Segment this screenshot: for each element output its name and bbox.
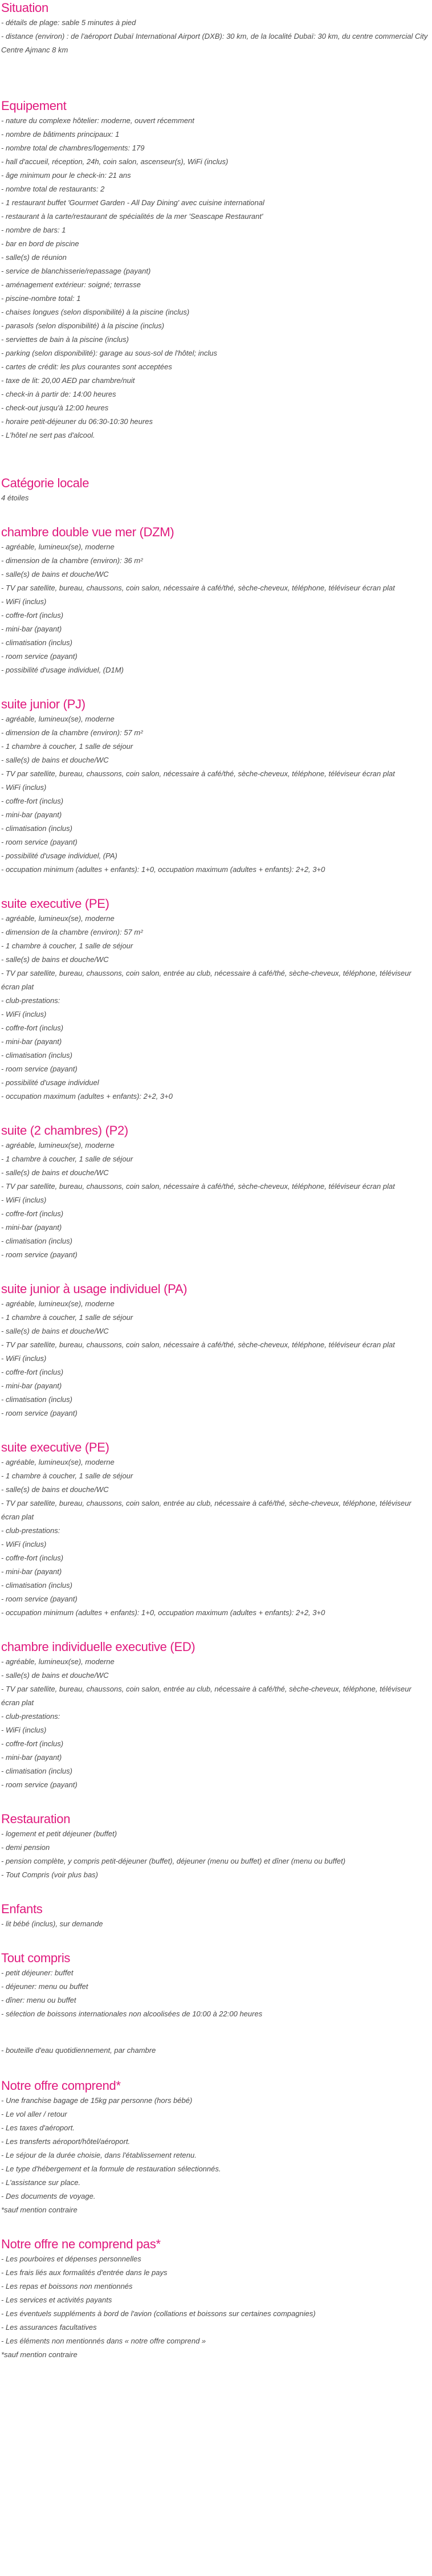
room-feature: - climatisation (inclus): [1, 1581, 72, 1589]
text-line: - salle(s) de réunion: [1, 253, 67, 262]
text-line: - Les éléments non mentionnés dans « notre offre comprend »: [1, 2337, 206, 2345]
room-title: chambre individuelle executive (ED): [1, 1640, 195, 1654]
text-line: - nombre total de chambres/logements: 179: [1, 144, 145, 152]
text-line: - logement et petit déjeuner (buffet): [1, 1829, 117, 1838]
room-feature: - TV par satellite, bureau, chaussons, coin salon, nécessaire à café/thé, sèche-cheveux, téléphone, téléviseur écran plat: [1, 1340, 395, 1349]
room-feature: - occupation minimum (adultes + enfants): 1+0, occupation maximum (adultes + enfants): 2+2, 3+0: [1, 1608, 325, 1617]
room-feature: - TV par satellite, bureau, chaussons, coin salon, entrée au club, nécessaire à café/thé, sèche-cheveux, téléphone, téléviseur écran plat: [1, 1685, 411, 1707]
text-line: - Une franchise bagage de 15kg par personne (hors bébé): [1, 2096, 193, 2105]
room-section: [1, 696, 431, 877]
room-feature: - TV par satellite, bureau, chaussons, coin salon, nécessaire à café/thé, sèche-cheveux, téléphone, téléviseur écran plat: [1, 1182, 395, 1191]
text-line: - dîner: menu ou buffet: [1, 1996, 76, 2004]
offre-comprend-list: [1, 2094, 431, 2217]
room-feature: - mini-bar (payant): [1, 1037, 62, 1046]
room-feature: - 1 chambre à coucher, 1 salle de séjour: [1, 941, 133, 950]
room-list: [1, 505, 431, 1792]
room-feature: - dimension de la chambre (environ): 57 m²: [1, 728, 143, 737]
text-line: - 1 restaurant buffet 'Gourmet Garden - All Day Dining' avec cuisine international: [1, 198, 264, 207]
room-feature: - salle(s) de bains et douche/WC: [1, 1327, 109, 1335]
text-line: - demi pension: [1, 1843, 50, 1852]
room-feature: - agréable, lumineux(se), moderne: [1, 1458, 115, 1466]
equipement-section: [1, 98, 431, 442]
room-feature: - mini-bar (payant): [1, 1567, 62, 1576]
text-line: - Les assurances facultatives: [1, 2323, 97, 2332]
text-line: - Les pourboires et dépenses personnelles: [1, 2255, 141, 2263]
room-feature: - club-prestations:: [1, 1526, 60, 1535]
text-line: - cartes de crédit: les plus courantes sont acceptées: [1, 362, 172, 371]
text-line: - Tout Compris (voir plus bas): [1, 1870, 99, 1879]
room-section: [1, 1123, 431, 1262]
text-line: - détails de plage: sable 5 minutes à pied: [1, 18, 136, 27]
room-feature: - agréable, lumineux(se), moderne: [1, 914, 115, 923]
room-feature: - possibilité d'usage individuel, (D1M): [1, 666, 124, 674]
text-line: - lit bébé (inclus), sur demande: [1, 1919, 103, 1928]
room-feature: - climatisation (inclus): [1, 1767, 72, 1775]
room-section: [1, 1639, 431, 1792]
room-feature: - agréable, lumineux(se), moderne: [1, 1299, 115, 1308]
room-feature: - WiFi (inclus): [1, 1010, 47, 1018]
room-title: chambre double vue mer (DZM): [1, 525, 174, 539]
room-feature: - 1 chambre à coucher, 1 salle de séjour: [1, 1313, 133, 1322]
situation-section: [1, 0, 431, 57]
text-line: - piscine-nombre total: 1: [1, 294, 81, 303]
room-feature: - 1 chambre à coucher, 1 salle de séjour: [1, 742, 133, 751]
room-feature: - room service (payant): [1, 838, 78, 846]
room-feature: - mini-bar (payant): [1, 1381, 62, 1390]
room-feature: - salle(s) de bains et douche/WC: [1, 1485, 109, 1494]
room-feature: - occupation maximum (adultes + enfants): 2+2, 3+0: [1, 1092, 173, 1100]
text-line: - taxe de lit: 20,00 AED par chambre/nuit: [1, 376, 135, 385]
room-section: [1, 1281, 431, 1420]
room-feature: - salle(s) de bains et douche/WC: [1, 1168, 109, 1177]
room-feature: - climatisation (inclus): [1, 1237, 72, 1245]
text-line: - parasols (selon disponibilité) à la piscine (inclus): [1, 321, 165, 330]
restauration-section: [1, 1811, 431, 1882]
room-feature: - mini-bar (payant): [1, 1223, 62, 1232]
text-line: - chaises longues (selon disponibilité) à la piscine (inclus): [1, 308, 190, 316]
room-feature: - agréable, lumineux(se), moderne: [1, 1657, 115, 1666]
room-feature: - room service (payant): [1, 652, 78, 661]
room-feature: - agréable, lumineux(se), moderne: [1, 543, 115, 551]
room-section: [1, 896, 431, 1103]
room-feature: - coffre-fort (inclus): [1, 797, 64, 805]
text-line: - Les repas et boissons non mentionnés: [1, 2282, 133, 2290]
text-line: - L'hôtel ne sert pas d'alcool.: [1, 431, 95, 439]
room-feature: - TV par satellite, bureau, chaussons, coin salon, entrée au club, nécessaire à café/thé, sèche-cheveux, téléphone, téléviseur écran plat: [1, 1499, 411, 1521]
text-line: - nombre de bars: 1: [1, 226, 66, 234]
text-line: - bouteille d'eau quotidiennement, par chambre: [1, 2046, 156, 2055]
categorie-section: [1, 475, 431, 505]
room-feature: - salle(s) de bains et douche/WC: [1, 756, 109, 764]
room-feature: - TV par satellite, bureau, chaussons, coin salon, nécessaire à café/thé, sèche-cheveux, téléphone, téléviseur écran plat: [1, 584, 395, 592]
text-line: - âge minimum pour le check-in: 21 ans: [1, 171, 131, 180]
text-line: *sauf mention contraire: [1, 2206, 78, 2214]
room-section: [1, 1440, 431, 1620]
restauration-list: [1, 1827, 431, 1882]
room-feature: - coffre-fort (inclus): [1, 611, 64, 619]
text-line: - nombre de bâtiments principaux: 1: [1, 130, 120, 138]
text-line: - nature du complexe hôtelier: moderne, ouvert récemment: [1, 116, 194, 125]
section-title: Catégorie locale: [1, 476, 89, 490]
enfants-list: [1, 1917, 431, 1931]
room-feature: - agréable, lumineux(se), moderne: [1, 715, 115, 723]
section-title: Notre offre comprend*: [1, 2078, 121, 2093]
text-line: - Les éventuels suppléments à bord de l'avion (collations et boissons sur certaines compagnies): [1, 2309, 316, 2318]
room-title: suite junior à usage individuel (PA): [1, 1282, 188, 1296]
text-line: - Le type d'hébergement et la formule de restauration sélectionnés.: [1, 2165, 221, 2173]
room-title: suite junior (PJ): [1, 697, 85, 711]
room-feature: - 1 chambre à coucher, 1 salle de séjour: [1, 1155, 133, 1163]
room-feature: - 1 chambre à coucher, 1 salle de séjour: [1, 1472, 133, 1480]
offre-ne-comprend-section: [1, 2236, 431, 2362]
text-line: - service de blanchisserie/repassage (payant): [1, 267, 151, 275]
room-feature: - dimension de la chambre (environ): 36 m²: [1, 556, 143, 565]
room-feature: - salle(s) de bains et douche/WC: [1, 570, 109, 578]
text-line: - aménagement extérieur: soigné; terrasse: [1, 280, 141, 289]
text-line: - check-in à partir de: 14:00 heures: [1, 390, 116, 398]
room-feature: - club-prestations:: [1, 1712, 60, 1721]
room-feature: - mini-bar (payant): [1, 1753, 62, 1762]
text-line: - sélection de boissons internationales non alcoolisées de 10:00 à 22:00 heures: [1, 2010, 263, 2018]
text-line: - bar en bord de piscine: [1, 239, 79, 248]
room-title: suite (2 chambres) (P2): [1, 1123, 128, 1138]
room-feature: - coffre-fort (inclus): [1, 1554, 64, 1562]
room-feature: - salle(s) de bains et douche/WC: [1, 1671, 109, 1680]
equipement-list: [1, 114, 431, 442]
text-line: *sauf mention contraire: [1, 2350, 78, 2359]
room-feature: - salle(s) de bains et douche/WC: [1, 955, 109, 964]
text-line: - L'assistance sur place.: [1, 2178, 81, 2187]
text-line: - déjeuner: menu ou buffet: [1, 1982, 88, 1991]
room-feature: - climatisation (inclus): [1, 1051, 72, 1059]
tout-compris-section: [1, 1950, 431, 2057]
offre-comprend-section: [1, 2078, 431, 2217]
room-feature: - climatisation (inclus): [1, 1395, 72, 1404]
text-line: - petit déjeuner: buffet: [1, 1968, 74, 1977]
room-feature: - dimension de la chambre (environ): 57 m²: [1, 928, 143, 936]
text-line: - hall d'accueil, réception, 24h, coin salon, ascenseur(s), WiFi (inclus): [1, 157, 229, 166]
text-line: - Des documents de voyage.: [1, 2192, 96, 2200]
room-feature: - coffre-fort (inclus): [1, 1739, 64, 1748]
room-feature: - coffre-fort (inclus): [1, 1368, 64, 1376]
text-line: - distance (environ) : de l'aéroport Dubaï International Airport (DXB): 30 km, de la localité Dubaï: 30 km, du centre commercial City Centre Ajmanc 8 km: [1, 32, 428, 54]
section-title: Situation: [1, 1, 48, 15]
text-line: - Les taxes d'aéroport.: [1, 2123, 75, 2132]
room-feature: - climatisation (inclus): [1, 638, 72, 647]
text-line: - pension complète, y compris petit-déjeuner (buffet), déjeuner (menu ou buffet) et dîner (menu ou buffet): [1, 1857, 346, 1865]
room-feature: - WiFi (inclus): [1, 1540, 47, 1548]
room-title: suite executive (PE): [1, 1440, 109, 1454]
room-feature: - TV par satellite, bureau, chaussons, coin salon, entrée au club, nécessaire à café/thé, sèche-cheveux, téléphone, téléviseur écran plat: [1, 969, 411, 991]
room-feature: - room service (payant): [1, 1409, 78, 1417]
text-line: - nombre total de restaurants: 2: [1, 185, 105, 193]
room-feature: - room service (payant): [1, 1595, 78, 1603]
categorie-value: 4 étoiles: [1, 494, 29, 502]
section-title: Tout compris: [1, 1951, 71, 1965]
room-feature: - climatisation (inclus): [1, 824, 72, 833]
text-line: - Les services et activités payants: [1, 2296, 112, 2304]
text-line: - Les transferts aéroport/hôtel/aéroport.: [1, 2137, 131, 2146]
offre-ne-comprend-list: [1, 2252, 431, 2362]
text-line: - Les frais liés aux formalités d'entrée dans le pays: [1, 2268, 168, 2277]
room-feature: - WiFi (inclus): [1, 1196, 47, 1204]
text-line: - Le vol aller / retour: [1, 2110, 67, 2118]
room-feature: - WiFi (inclus): [1, 783, 47, 792]
room-feature: - coffre-fort (inclus): [1, 1024, 64, 1032]
section-title: Notre offre ne comprend pas*: [1, 2237, 161, 2251]
room-feature: - TV par satellite, bureau, chaussons, coin salon, nécessaire à café/thé, sèche-cheveux, téléphone, téléviseur écran plat: [1, 769, 395, 778]
text-line: - restaurant à la carte/restaurant de spécialités de la mer 'Seascape Restaurant': [1, 212, 263, 221]
text-line: - Le séjour de la durée choisie, dans l'établissement retenu.: [1, 2151, 197, 2159]
room-feature: - occupation minimum (adultes + enfants): 1+0, occupation maximum (adultes + enfants): 2+2, 3+0: [1, 865, 325, 874]
room-feature: - WiFi (inclus): [1, 1726, 47, 1734]
room-feature: - room service (payant): [1, 1780, 78, 1789]
section-title: Restauration: [1, 1812, 71, 1826]
room-feature: - club-prestations:: [1, 996, 60, 1005]
section-title: Equipement: [1, 99, 67, 113]
text-line: - parking (selon disponibilité): garage au sous-sol de l'hôtel; inclus: [1, 349, 217, 357]
room-feature: - possibilité d'usage individuel, (PA): [1, 851, 117, 860]
room-title: suite executive (PE): [1, 896, 109, 911]
section-title: Enfants: [1, 1902, 43, 1916]
text-line: - check-out jusqu'à 12:00 heures: [1, 403, 109, 412]
tout-compris-list: [1, 1966, 431, 2021]
room-feature: - WiFi (inclus): [1, 1354, 47, 1363]
text-line: - horaire petit-déjeuner du 06:30-10:30 heures: [1, 417, 153, 426]
room-feature: - possibilité d'usage individuel: [1, 1078, 99, 1087]
enfants-section: [1, 1901, 431, 1931]
room-feature: - mini-bar (payant): [1, 810, 62, 819]
room-feature: - mini-bar (payant): [1, 625, 62, 633]
room-feature: - room service (payant): [1, 1065, 78, 1073]
room-section: [1, 524, 431, 677]
room-feature: - WiFi (inclus): [1, 597, 47, 606]
room-feature: - agréable, lumineux(se), moderne: [1, 1141, 115, 1150]
room-feature: - coffre-fort (inclus): [1, 1209, 64, 1218]
text-line: - serviettes de bain à la piscine (inclus): [1, 335, 129, 344]
room-feature: - room service (payant): [1, 1250, 78, 1259]
